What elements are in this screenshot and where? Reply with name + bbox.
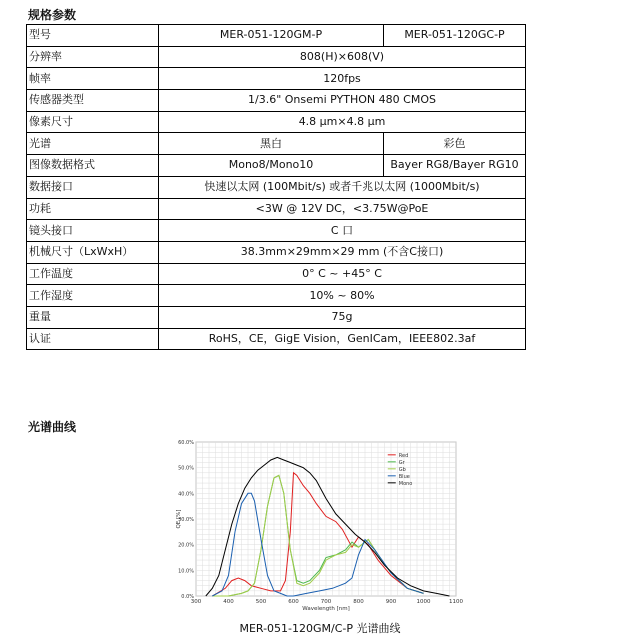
spec-row: [27, 328, 526, 350]
spec-table: [26, 24, 526, 350]
spec-label: 帧率: [27, 68, 159, 90]
spec-label: 数据接口: [27, 176, 159, 198]
spec-label: 工作湿度: [27, 285, 159, 307]
spec-value: MER-051-120GC-P: [384, 25, 526, 47]
spec-value: Mono8/Mono10: [159, 155, 384, 177]
legend-label: Gr: [398, 459, 405, 466]
legend-label: Blue: [398, 473, 410, 480]
spec-value: 黑白: [159, 133, 384, 155]
spec-label: 镜头接口: [27, 220, 159, 242]
x-tick-label: 600: [288, 599, 299, 605]
spec-row: [27, 198, 526, 220]
y-tick-label: 60.0%: [178, 440, 194, 446]
chart-caption: MER-051-120GM/C-P 光谱曲线: [239, 622, 401, 635]
spec-row: [27, 155, 526, 177]
spectrum-section-title: 光谱曲线: [28, 420, 77, 434]
spectrum-chart: [174, 436, 464, 616]
y-tick-label: 40.0%: [178, 491, 194, 498]
x-tick-label: 900: [385, 599, 397, 605]
spec-value: 彩色: [384, 133, 526, 155]
x-tick-label: 800: [353, 599, 364, 605]
spec-label: 功耗: [27, 198, 159, 220]
spec-value: 75g: [159, 306, 526, 328]
spec-value: C 口: [159, 220, 526, 242]
spec-label: 工作温度: [27, 263, 159, 285]
spec-label: 传感器类型: [27, 90, 159, 112]
spec-value: MER-051-120GM-P: [159, 25, 384, 47]
y-tick-label: 0.0%: [181, 594, 194, 600]
spec-row: [27, 285, 526, 307]
y-axis-label: QE [%]: [176, 509, 182, 529]
spec-value: Bayer RG8/Bayer RG10: [384, 155, 526, 177]
spec-label: 机械尺寸（LxWxH）: [27, 241, 159, 263]
y-tick-label: 50.0%: [178, 465, 194, 472]
spec-row: [27, 306, 526, 328]
x-tick-label: 1100: [449, 599, 463, 605]
y-tick-label: 30.0%: [178, 517, 194, 523]
spectrum-chart-svg: [174, 436, 464, 616]
spec-label: 光谱: [27, 133, 159, 155]
x-tick-label: 1000: [416, 599, 431, 605]
x-tick-label: 700: [320, 599, 332, 605]
spec-label: 像素尺寸: [27, 111, 159, 133]
spec-value: 0° C ~ +45° C: [159, 263, 526, 285]
x-axis-label: Wavelength [nm]: [302, 606, 350, 612]
spec-value: 4.8 μm×4.8 μm: [159, 111, 526, 133]
spec-label: 型号: [27, 25, 159, 47]
spec-section-title: 规格参数: [28, 8, 77, 22]
spec-row: [27, 46, 526, 68]
spec-value: 1/3.6" Onsemi PYTHON 480 CMOS: [159, 90, 526, 112]
spec-row: [27, 241, 526, 263]
spec-value: 808(H)×608(V): [159, 46, 526, 68]
x-tick-label: 500: [255, 599, 267, 605]
legend-label: Gb: [398, 466, 406, 473]
spec-row: [27, 111, 526, 133]
spec-row: [27, 176, 526, 198]
y-tick-label: 20.0%: [178, 542, 194, 549]
spec-value: 120fps: [159, 68, 526, 90]
spec-label: 认证: [27, 328, 159, 350]
spec-label: 分辨率: [27, 46, 159, 68]
spec-row: [27, 220, 526, 242]
spec-row: [27, 68, 526, 90]
spec-value: 10% ~ 80%: [159, 285, 526, 307]
x-tick-label: 300: [190, 599, 202, 605]
spec-row: [27, 90, 526, 112]
x-tick-label: 400: [223, 599, 234, 605]
spec-label: 重量: [27, 306, 159, 328]
spec-value: 38.3mm×29mm×29 mm (不含C接口): [159, 241, 526, 263]
spec-value: <3W @ 12V DC，<3.75W@PoE: [159, 198, 526, 220]
legend-label: Mono: [398, 480, 413, 487]
spec-value: RoHS，CE，GigE Vision，GenICam，IEEE802.3af: [159, 328, 526, 350]
legend-label: Red: [398, 452, 409, 459]
spec-row: [27, 133, 526, 155]
spec-row: [27, 263, 526, 285]
spec-row: [27, 25, 526, 47]
spec-label: 图像数据格式: [27, 155, 159, 177]
spec-value: 快速以太网 (100Mbit/s) 或者千兆以太网 (1000Mbit/s): [159, 176, 526, 198]
y-tick-label: 10.0%: [178, 568, 194, 575]
